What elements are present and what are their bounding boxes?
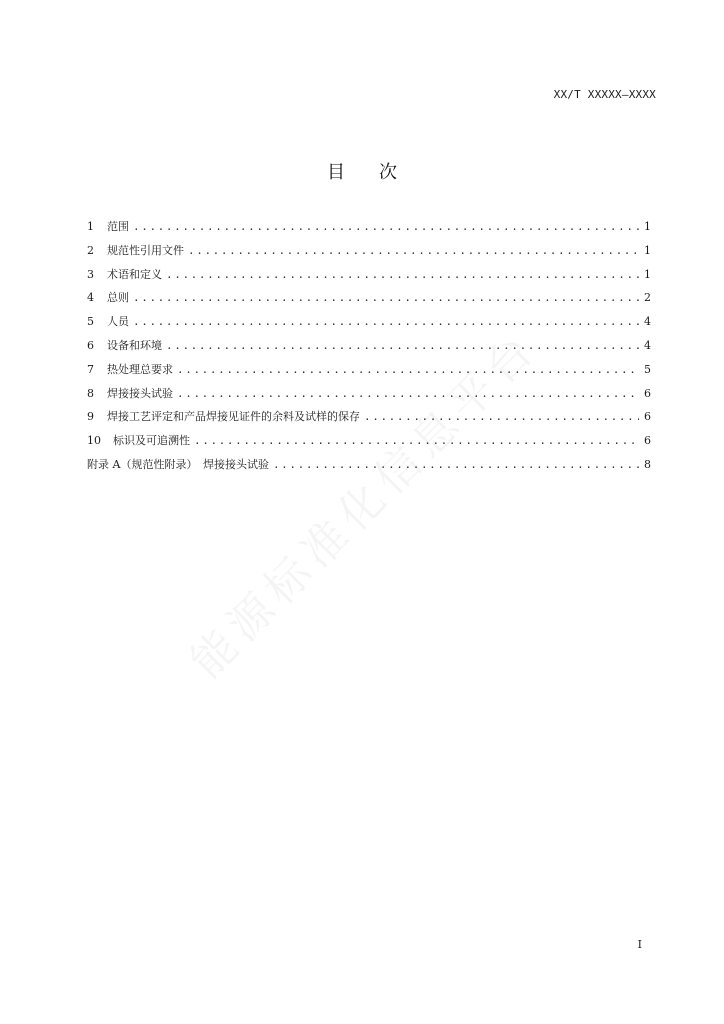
toc-entry-label: 规范性引用文件 [107,243,184,257]
toc-entry[interactable] [87,338,651,362]
toc-entry-page: 8 [644,457,651,471]
toc-entry-number: 7 [87,362,94,376]
toc-entry-page: 6 [644,386,651,400]
toc-entry[interactable] [87,290,651,314]
toc-entry[interactable] [87,409,651,433]
toc-entry-number: 9 [87,410,94,424]
toc-entry-number: 5 [87,315,94,329]
toc-entry-number: 10 [87,434,101,448]
toc-entry-label: 标识及可追溯性 [113,434,190,448]
toc-entry-number: 3 [87,267,94,281]
toc-entry-label: 人员 [107,315,129,329]
toc-entry-label: 热处理总要求 [107,362,173,376]
toc-entry-page: 1 [644,243,651,257]
toc-leader-dots [133,290,639,306]
toc-leader-dots [133,219,639,235]
toc-entry[interactable] [87,243,651,267]
toc-entry-number: 4 [87,291,94,305]
toc-entry-label: 焊接工艺评定和产品焊接见证件的余料及试样的保存 [107,410,360,424]
toc-entry-label: 范围 [107,220,129,233]
toc-leader-dots [177,362,639,378]
toc-title: 目次 [327,162,431,183]
toc-entry-label: 总则 [107,291,129,305]
toc-entry-page: 4 [644,338,651,352]
toc-entry-page: 1 [644,267,651,281]
toc-leader-dots [177,386,639,402]
toc-entry-page: 5 [644,362,651,376]
toc-entry-number: 2 [87,243,94,257]
toc-entry[interactable] [87,362,651,386]
document-code: XX/T XXXXX—XXXX [553,88,656,101]
page-number: I [637,938,642,951]
toc-entry[interactable] [87,267,651,291]
toc-entry-page: 4 [644,315,651,329]
toc-entry-label: 术语和定义 [107,267,162,281]
toc-leader-dots [194,433,639,449]
toc-leader-dots [166,338,639,354]
toc-leader-dots [166,267,639,283]
toc-entry-page: 6 [644,434,651,448]
toc-entry-label: 焊接接头试验 [107,386,173,400]
toc-entry[interactable] [87,433,651,457]
toc-entry-page: 6 [644,410,651,424]
toc-entry-appendix[interactable] [87,457,651,481]
toc-leader-dots [273,457,639,473]
toc-entry-number: 6 [87,338,94,352]
toc-entry[interactable] [87,386,651,410]
toc-entry[interactable] [87,219,651,243]
toc-leader-dots [364,409,639,425]
toc-list [87,219,651,481]
toc-entry-label: 设备和环境 [107,338,162,352]
toc-entry-label: 附录 A（规范性附录） 焊接接头试验 [87,457,269,471]
toc-entry-number: 8 [87,386,94,400]
toc-entry-number: 1 [87,220,94,233]
toc-entry-page: 1 [644,220,651,233]
toc-leader-dots [133,314,639,330]
toc-leader-dots [188,243,639,259]
toc-entry[interactable] [87,314,651,338]
toc-entry-page: 2 [644,291,651,305]
